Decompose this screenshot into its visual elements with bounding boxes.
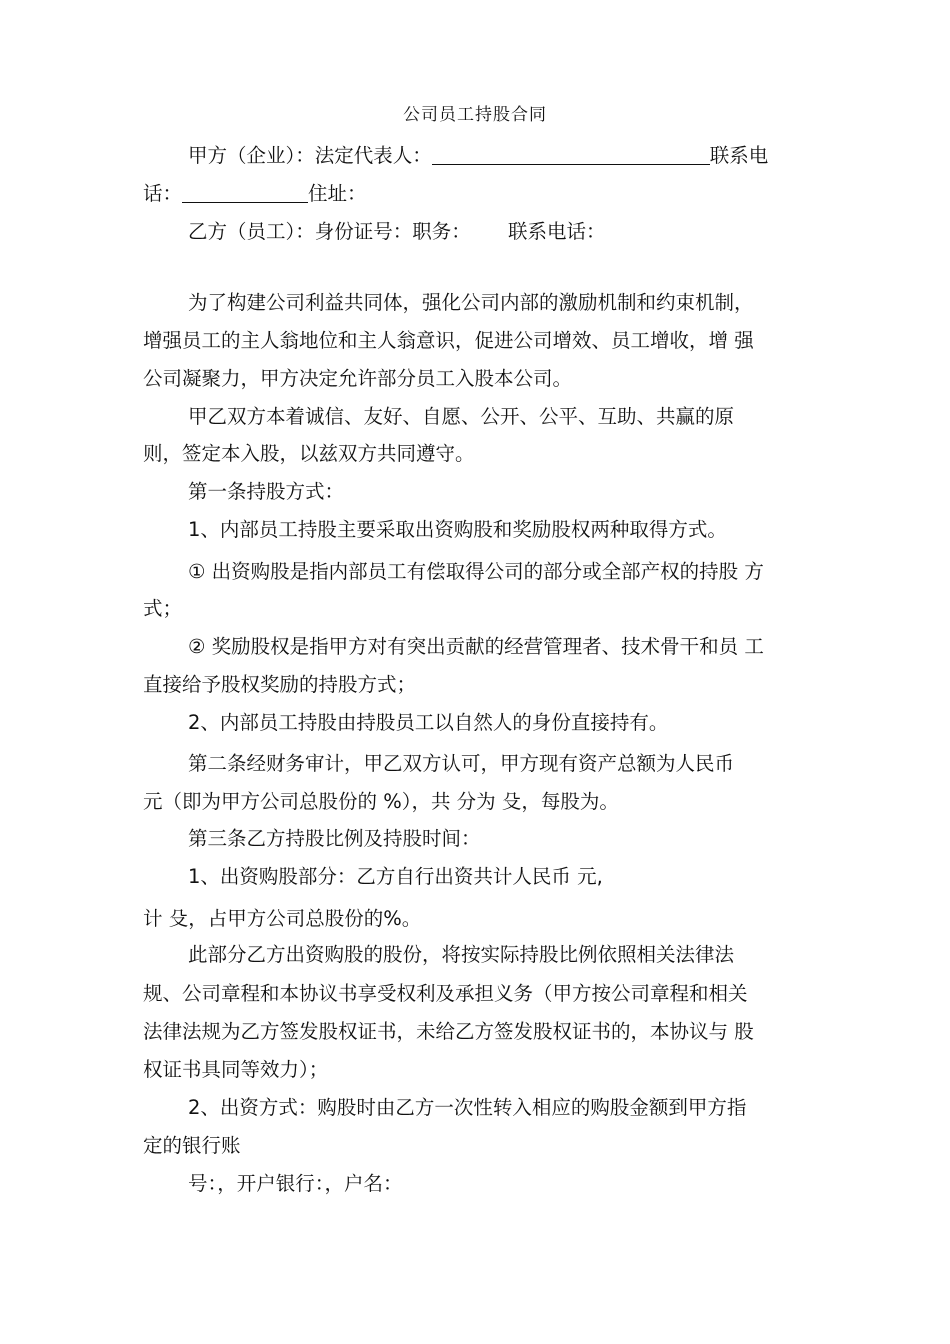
document-title: 公司员工持股合同 — [403, 105, 547, 125]
party-a-label: 甲方（企业）：法定代表人： — [188, 144, 432, 167]
body-line: 2、出资方式：购股时由乙方一次性转入相应的购股金额到甲方指 — [188, 1096, 747, 1119]
body-line: 计 殳，占甲方公司总股份的%。 — [143, 907, 422, 930]
body-line: 2、内部员工持股由持股员工以自然人的身份直接持有。 — [188, 711, 669, 734]
body-line: 增强员工的主人翁地位和主人翁意识，促进公司增效、员工增收，增 强 — [143, 329, 754, 352]
address-label: 住址： — [308, 182, 367, 205]
bank-account-line: 号：，开户银行：，户名： — [188, 1172, 403, 1195]
body-line: 式； — [143, 597, 183, 620]
phone-label-end: 话： — [143, 182, 183, 205]
representative-blank — [432, 144, 710, 165]
body-line: 则，签定本入股，以兹双方共同遵守。 — [143, 442, 475, 465]
body-line: 直接给予股权奖励的持股方式； — [143, 673, 417, 696]
body-line: 法律法规为乙方签发股权证书，未给乙方签发股权证书的，本协议与 股 — [143, 1020, 754, 1043]
phone-label-start: 联系电 — [709, 144, 769, 167]
body-line: 规、公司章程和本协议书享受权利及承担义务（甲方按公司章程和相关 — [143, 982, 748, 1005]
party-a-line-2 — [143, 181, 843, 207]
body-line: 1、出资购股部分：乙方自行出资共计人民币 元, — [188, 865, 603, 888]
body-line: 甲乙双方本着诚信、友好、自愿、公开、公平、互助、共赢的原 — [188, 405, 735, 428]
party-a-line-1 — [188, 143, 843, 169]
body-line: ① 出资购股是指内部员工有偿取得公司的部分或全部产权的持股 方 — [188, 560, 764, 583]
article-2-line: 第二条经财务审计，甲乙双方认可，甲方现有资产总额为人民币 — [188, 752, 735, 775]
article-3-heading: 第三条乙方持股比例及持股时间： — [188, 827, 481, 850]
body-line: 公司凝聚力，甲方决定允许部分员工入股本公司。 — [143, 367, 573, 390]
body-line: 此部分乙方出资购股的股份，将按实际持股比例依照相关法律法 — [188, 943, 735, 966]
phone-blank — [182, 182, 308, 203]
body-line: 元（即为甲方公司总股份的 %），共 分为 殳，每股为。 — [143, 790, 619, 813]
article-1-heading: 第一条持股方式： — [188, 480, 345, 503]
body-line: 定的银行账 — [143, 1134, 241, 1157]
body-line: 为了构建公司利益共同体，强化公司内部的激励机制和约束机制， — [188, 291, 754, 314]
body-line: 1、内部员工持股主要采取出资购股和奖励股权两种取得方式。 — [188, 518, 727, 541]
body-line: 权证书具同等效力）； — [143, 1058, 329, 1081]
body-line: ② 奖励股权是指甲方对有突出贡献的经营管理者、技术骨干和员 工 — [188, 635, 764, 658]
party-b-line: 乙方（员工）：身份证号：职务： 联系电话： — [188, 220, 606, 243]
